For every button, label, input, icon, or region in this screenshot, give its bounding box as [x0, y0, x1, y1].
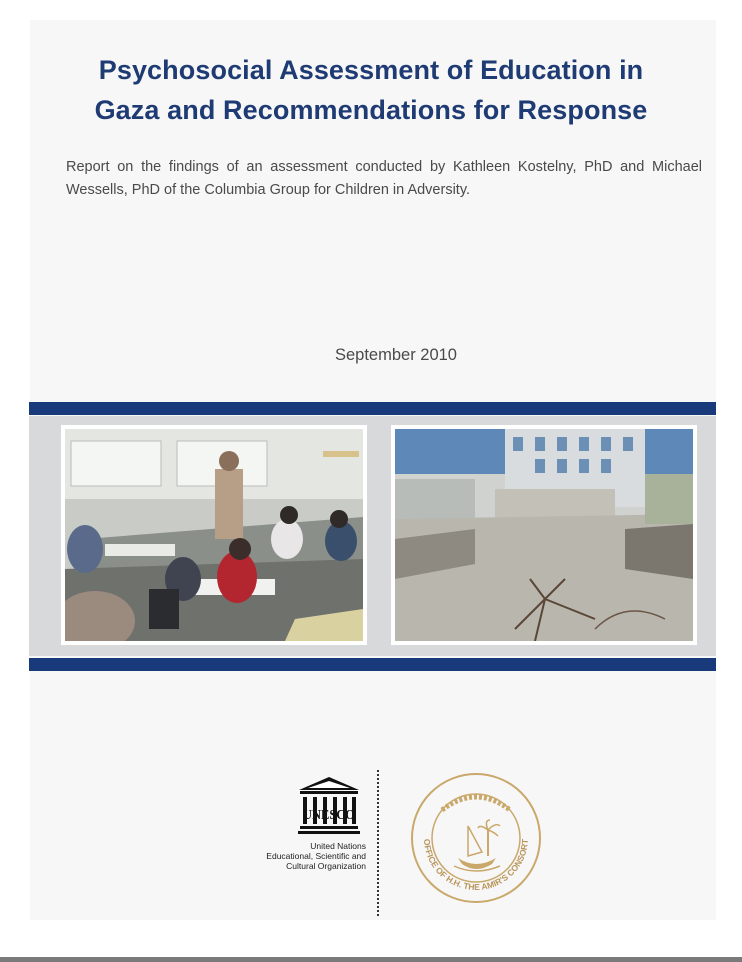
seal-text: OFFICE OF H.H. THE AMIR'S CONSORT — [421, 838, 531, 893]
unesco-name-line-3: Cultural Organization — [286, 861, 366, 871]
unesco-temple-logo — [298, 776, 360, 834]
destroyed-school-photo — [395, 429, 693, 641]
amirs-consort-seal — [408, 770, 544, 906]
photo-strip — [29, 416, 716, 656]
unesco-wordmark: UNESCO — [303, 808, 356, 823]
bottom-blue-band — [29, 658, 716, 671]
report-subtitle: Report on the findings of an assessment conducted by Kathleen Kostelny, PhD and Michael Wessells, PhD of the Columbia Group for Children in Adversity. — [66, 159, 702, 198]
logo-divider — [377, 770, 379, 916]
top-blue-band — [29, 402, 716, 415]
classroom-photo — [65, 429, 363, 641]
unesco-name-line-1: United Nations — [310, 841, 366, 851]
classroom-photo-frame — [61, 425, 367, 645]
unesco-name-line-2: Educational, Scientific and — [266, 851, 366, 861]
publication-date: September 2010 — [334, 346, 457, 364]
report-title — [0, 50, 742, 130]
title-line-2: Gaza and Recommendations for Response — [94, 95, 648, 125]
unesco-full-name — [230, 841, 366, 871]
page-bottom-rule — [0, 957, 742, 962]
destroyed-school-photo-frame — [391, 425, 697, 645]
title-line-1: Psychosocial Assessment of Education in — [98, 55, 644, 85]
